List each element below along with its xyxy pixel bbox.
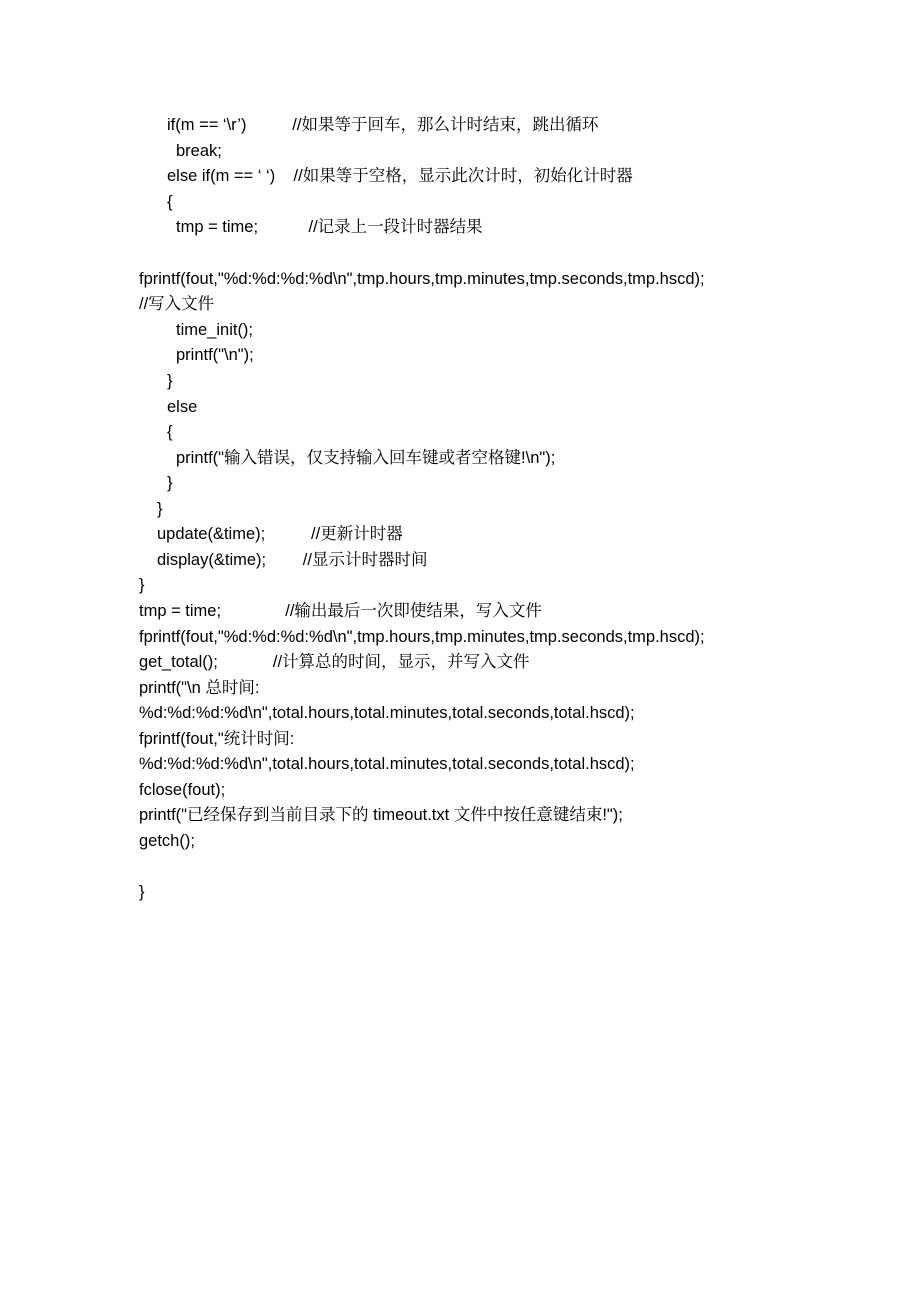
code-line-time-init: time_init(); [176, 321, 254, 339]
code-line-update: update(&time); //更新计时器 [157, 525, 403, 543]
code-line-getch: getch(); [139, 832, 195, 850]
code-line-get-total: get_total(); //计算总的时间，显示，并写入文件 [139, 653, 530, 671]
code-line-tmp-assign-final: tmp = time; //输出最后一次即使结果，写入文件 [139, 602, 542, 620]
code-line-open-brace-2: { [167, 423, 173, 441]
code-line-printf-total-2: %d:%d:%d:%d\n",total.hours,total.minutes,total.seconds,total.hscd); [139, 704, 635, 722]
code-line-else: else [167, 398, 198, 416]
code-line-open-brace: { [167, 193, 173, 211]
code-line-printf-error: printf("输入错误，仅支持输入回车键或者空格键!\n"); [176, 449, 556, 467]
code-line-tmp-assign: tmp = time; //记录上一段计时器结果 [176, 218, 483, 236]
code-line-comment-write-file: //写入文件 [139, 295, 215, 313]
code-line-close-brace: } [167, 372, 173, 390]
code-line-else-if-space: else if(m == ‘ ‘) //如果等于空格，显示此次计时，初始化计时器 [167, 167, 633, 185]
code-line-printf-total-1: printf("\n 总时间: [139, 679, 260, 697]
code-line-close-brace-3: } [157, 500, 163, 518]
code-line-fclose: fclose(fout); [139, 781, 226, 799]
code-line-printf-newline: printf("\n"); [176, 346, 254, 364]
code-line-fprintf-tmp: fprintf(fout,"%d:%d:%d:%d\n",tmp.hours,tmp.minutes,tmp.seconds,tmp.hscd); [139, 270, 705, 288]
code-line-if-enter: if(m == ‘\r’) //如果等于回车，那么计时结束，跳出循环 [167, 116, 599, 134]
code-line-close-main: } [139, 883, 145, 901]
code-line-display: display(&time); //显示计时器时间 [157, 551, 428, 569]
code-line-printf-saved: printf("已经保存到当前目录下的 timeout.txt 文件中按任意键结束!"); [139, 806, 623, 824]
code-line-fprintf-total-2: %d:%d:%d:%d\n",total.hours,total.minutes,total.seconds,total.hscd); [139, 755, 635, 773]
code-line-fprintf-total-1: fprintf(fout,"统计时间: [139, 730, 295, 748]
code-line-close-brace-4: } [139, 576, 145, 594]
code-line-fprintf-tmp-final: fprintf(fout,"%d:%d:%d:%d\n",tmp.hours,tmp.minutes,tmp.seconds,tmp.hscd); [139, 628, 705, 646]
code-line-break: break; [176, 142, 222, 160]
code-line-close-brace-2: } [167, 474, 173, 492]
